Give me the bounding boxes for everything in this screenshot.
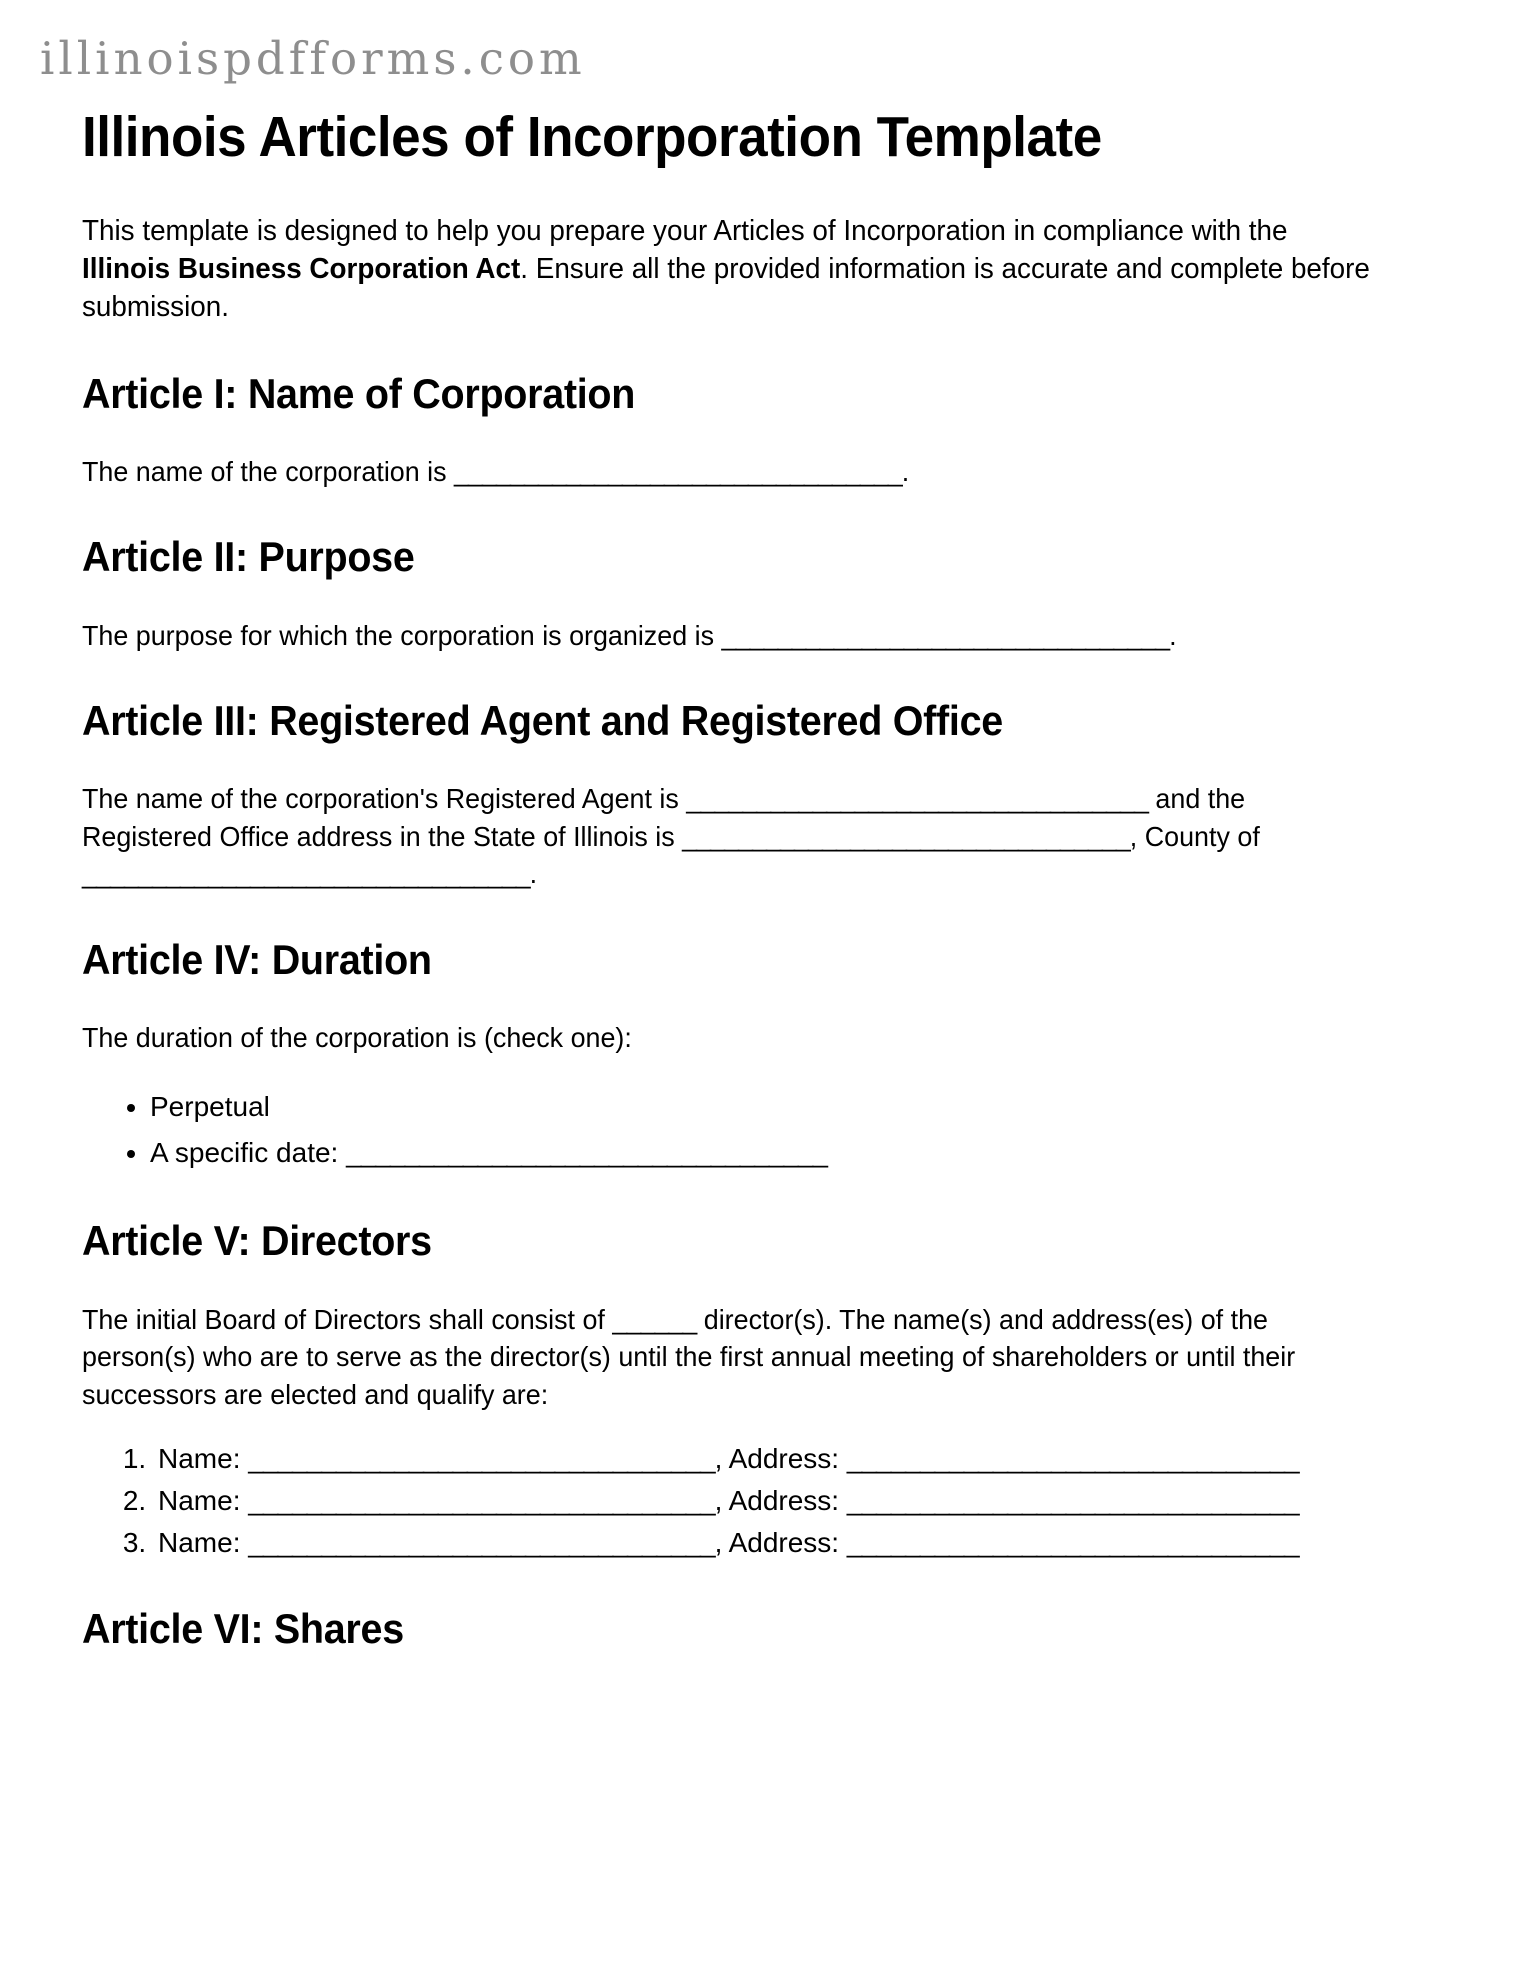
director-2-address-blank[interactable]: _______________________________ <box>846 1484 1299 1516</box>
list-item[interactable] <box>150 1132 1452 1174</box>
article-three-text-after: . <box>529 858 538 890</box>
heading-article-four: Article IV: Duration <box>82 935 432 983</box>
article-three-agent-label: The name of the corporation's Registered Agent is <box>82 783 687 815</box>
list-item <box>154 1439 1452 1479</box>
director-2-address-label: , Address: <box>714 1484 847 1516</box>
article-four-intro: The duration of the corporation is (check one): <box>82 1021 632 1053</box>
intro-text-part2: . Ensure all the provided information is accurate and complete before submission. <box>82 253 1370 324</box>
article-five-text-before: The initial Board of Directors shall consist of <box>82 1303 613 1335</box>
director-1-name-blank[interactable]: ________________________________ <box>248 1443 715 1475</box>
director-3-name-blank[interactable]: ________________________________ <box>248 1526 715 1558</box>
registered-agent-blank[interactable]: _________________________________ <box>686 783 1148 815</box>
site-watermark: illinoispdfforms.com <box>40 32 586 85</box>
duration-option-specific-date-label: A specific date: <box>150 1137 347 1169</box>
article-five-text-after: director(s). The name(s) and address(es) of the person(s) who are to serve as the director(s) until the first annual meeting of shareholders or until their successors are elected and qualify are: <box>82 1303 1296 1410</box>
director-3-name-label: Name: <box>158 1526 249 1558</box>
registered-office-address-blank[interactable]: ________________________________ <box>682 820 1130 852</box>
list-item <box>154 1481 1452 1521</box>
article-one-text-before: The name of the corporation is <box>82 455 455 487</box>
article-three-county-label: , County of <box>1129 820 1260 852</box>
director-3-address-blank[interactable]: _______________________________ <box>846 1526 1299 1558</box>
intro-text-part1: This template is designed to help you prepare your Articles of Incorporation in compliance with the <box>82 214 1288 247</box>
article-three-office-label: and the Registered Office address in the State of Illinois is <box>82 783 1246 852</box>
article-one-text-after: . <box>901 455 910 487</box>
article-three-body <box>82 780 1359 893</box>
director-3-address-label: , Address: <box>714 1526 847 1558</box>
intro-bold-act: Illinois Business Corporation Act <box>82 253 521 286</box>
director-2-name-blank[interactable]: ________________________________ <box>248 1484 715 1516</box>
directors-list <box>82 1439 1452 1562</box>
document-content <box>82 106 1452 1653</box>
director-1-address-blank[interactable]: _______________________________ <box>846 1443 1299 1475</box>
duration-option-perpetual-label: Perpetual <box>150 1091 270 1123</box>
article-two-text-before: The purpose for which the corporation is organized is <box>82 619 722 651</box>
article-two-text-after: . <box>1169 619 1177 651</box>
director-count-blank[interactable]: ______ <box>612 1303 697 1335</box>
heading-article-six: Article VI: Shares <box>82 1605 404 1653</box>
director-1-address-label: , Address: <box>714 1443 847 1475</box>
page-title: Illinois Articles of Incorporation Template <box>82 105 1102 169</box>
article-two-body <box>82 617 1359 655</box>
heading-article-one: Article I: Name of Corporation <box>82 369 636 417</box>
corporation-name-blank[interactable]: ________________________________ <box>454 455 902 487</box>
duration-options-list <box>82 1086 1452 1174</box>
county-blank[interactable]: ________________________________ <box>82 858 530 890</box>
list-item <box>154 1523 1452 1563</box>
purpose-blank[interactable]: ________________________________ <box>721 619 1170 651</box>
director-2-name-label: Name: <box>158 1484 249 1516</box>
article-one-body <box>82 453 1359 491</box>
list-item[interactable] <box>150 1086 1452 1128</box>
heading-article-two: Article II: Purpose <box>82 533 415 581</box>
heading-article-five: Article V: Directors <box>82 1217 432 1265</box>
intro-paragraph <box>82 212 1378 327</box>
heading-article-three: Article III: Registered Agent and Registered Office <box>82 697 1003 745</box>
article-five-body <box>82 1301 1359 1414</box>
specific-date-blank[interactable]: _________________________________ <box>346 1137 827 1169</box>
director-1-name-label: Name: <box>158 1443 249 1475</box>
